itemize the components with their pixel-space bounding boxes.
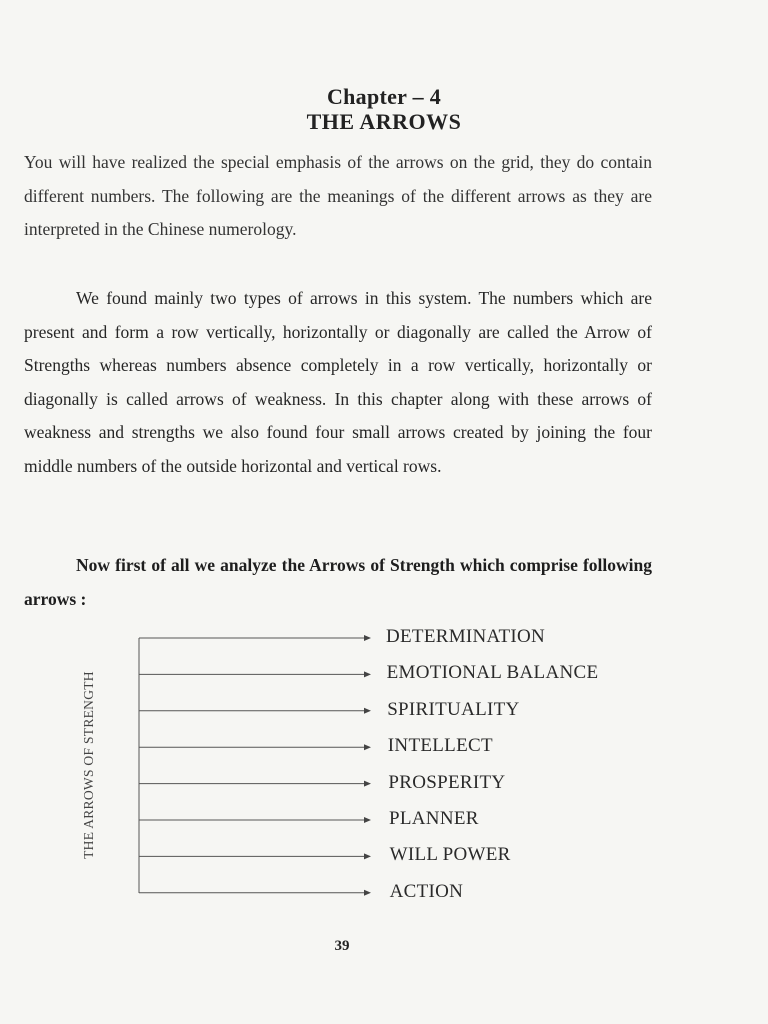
chapter-heading: Chapter – 4 <box>326 84 442 109</box>
arrow-label: DETERMINATION <box>386 626 546 647</box>
paragraph-strength-intro: Now first of all we analyze the Arrows of Strength which comprise following arrows : <box>24 555 652 609</box>
arrow-label: EMOTIONAL BALANCE <box>386 662 599 684</box>
arrowhead-icon <box>364 671 371 677</box>
diagram-vertical-label: THE ARROWS OF STRENGTH <box>81 671 96 859</box>
arrow-label: INTELLECT <box>387 735 493 757</box>
arrowhead-icon <box>364 708 371 714</box>
arrow-label: PLANNER <box>389 808 479 829</box>
arrow-label: WILL POWER <box>389 844 511 866</box>
arrowhead-icon <box>364 853 371 859</box>
chapter-title: THE ARROWS <box>306 109 462 134</box>
paragraph-arrow-types: We found mainly two types of arrows in this system. The numbers which are present and form a row vertically, horizontally or diagonally are called the Arrow of Strengths whereas numbers absence completely in a row vertically, horizontally or diagonally is called arrows of weakness. In this chapter along with these arrows of weakness and strengths we also found four small arrows created by joining the four middle numbers of the outside horizontal and vertical rows. <box>24 288 652 476</box>
arrowhead-icon <box>364 817 371 823</box>
arrowhead-icon <box>364 890 371 896</box>
paragraph-intro: You will have realized the special emphasis of the arrows on the grid, they do contain different numbers. The following are the meanings of the different arrows as they are interpreted in the Chinese numerology. <box>24 152 652 239</box>
arrowhead-icon <box>364 781 371 787</box>
arrow-label: ACTION <box>389 880 464 902</box>
arrowhead-icon <box>364 635 371 641</box>
arrow-label: SPIRITUALITY <box>387 698 520 720</box>
arrowhead-icon <box>364 744 371 750</box>
arrow-label: PROSPERITY <box>388 771 506 793</box>
page-number: 39 <box>334 938 350 954</box>
